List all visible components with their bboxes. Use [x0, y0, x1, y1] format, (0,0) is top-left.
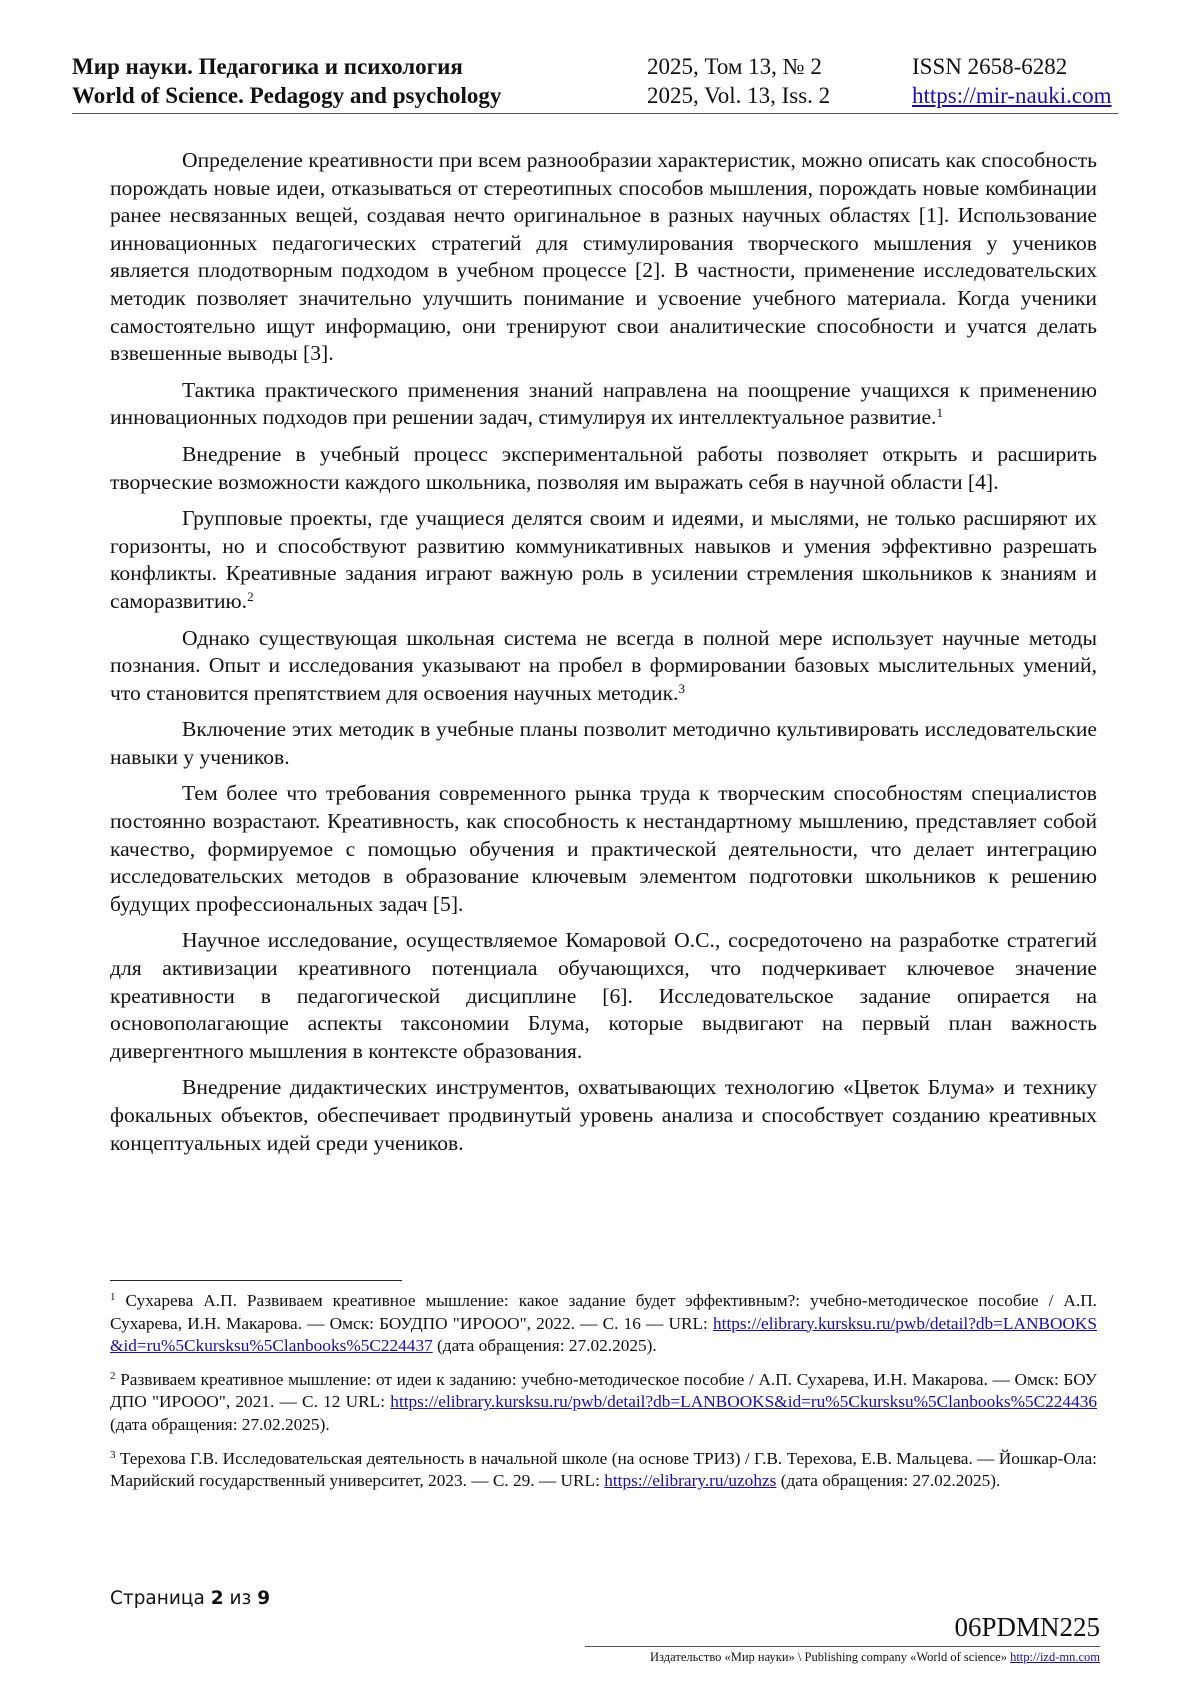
paragraph: Групповые проекты, где учащиеся делятся своим и идеями, и мыслями, не только расширяют их горизонты, но и способствуют развитию коммуникативных навыков и умения эффективно разрешать конфликты. Креативные задания играют важную роль в усилении стремления школьников к знаниям и саморазвитию.$^2$ [110, 506, 1097, 613]
footnote-3: $^3$ Терехова Г.В. Исследовательская деятельность в начальной школе (на основе ТРИЗ) / Г.В. Терехова, Е.В. Мальцева. — Йошкар-Ола: Марийский государственный университет, 2023. — С. 29. — URL: https://elibrary.ru/uzohzs (дата обращения: 27.02.2025). [110, 1448, 1097, 1491]
article-body [110, 147, 1097, 1166]
footnotes [110, 1290, 1097, 1504]
paragraph: Тактика практического применения знаний направлена на поощрение учащихся к применению инновационных подходов при решении задач, стимулируя их интеллектуальное развитие.$^1$ [110, 377, 1097, 430]
journal-link[interactable]: https://mir-nauki.com [912, 83, 1112, 108]
footnote-2-link[interactable]: https://elibrary.kursksu.ru/pwb/detail?db=LANBOOKS&id=ru%5Ckursksu%5Clanbooks%5C224436 [390, 1392, 1097, 1412]
journal-header [72, 52, 1118, 112]
publisher-link[interactable]: http://izd-mn.com [1010, 1650, 1100, 1664]
paragraph: Внедрение дидактических инструментов, охватывающих технологию «Цветок Блума» и технику фокальных объектов, обеспечивает продвинутый уровень анализа и способствует созданию креативных концептуальных идей среди учеников. [110, 1075, 1097, 1155]
header-divider [72, 113, 1118, 114]
paragraph: Определение креативности при всем разнообразии характеристик, можно описать как способность порождать новые идеи, отказываться от стереотипных способов мышления, порождать новые комбинации ранее несвязанных вещей, создавая нечто оригинальное в разных научных областях [1]. Использование инновационных педагогических стратегий для стимулирования творческого мышления у учеников является плодотворным подходом в учебном процессе [2]. В частности, применение исследовательских методик позволяет значительно улучшить понимание и усвоение учебного материала. Когда ученики самостоятельно ищут информацию, они тренируют свои аналитические способности и учатся делать взвешенные выводы [3]. [110, 148, 1097, 366]
footnote-ref-1[interactable]: 1 [936, 405, 943, 421]
issue-info-ru: 2025, Том 13, № 2 [647, 54, 822, 79]
footnote-3-link[interactable]: https://elibrary.ru/uzohzs [604, 1471, 777, 1491]
issue-info [647, 52, 830, 110]
footnote-1-link[interactable]: https://elibrary.kursksu.ru/pwb/detail?db=LANBOOKS&id=ru%5Ckursksu%5Clanbooks%5C224437 [110, 1313, 1097, 1356]
journal-title [72, 52, 501, 110]
paragraph: Однако существующая школьная система не всегда в полной мере использует научные методы познания. Опыт и исследования указывают на пробел в формировании базовых мыслительных умений, что становится препятствием для освоения научных методик.$^3$ [110, 625, 1097, 705]
footnote-ref-2[interactable]: 2 [247, 588, 254, 604]
paragraph: Внедрение в учебный процесс экспериментальной работы позволяет открыть и расширить творческие возможности каждого школьника, позволяя им выражать себя в научной области [4]. [110, 441, 1097, 494]
issue-info-en: 2025, Vol. 13, Iss. 2 [647, 83, 831, 108]
article-code: 06PDMN225 [954, 1612, 1100, 1642]
footnote-2: $^2$ Развиваем креативное мышление: от идеи к заданию: учебно-методическое пособие / А.П. Сухарева, И.Н. Макарова. — Омск: БОУ ДПО "ИРООО", 2021. — С. 12 URL: https://elibrary.kursksu.ru/pwb/detail?db=LANBOOKS&id=ru%5Ckursksu%5Clanbooks%5C224436 (дата обращения: 27.02.2025). [110, 1369, 1097, 1434]
footnote-ref-3[interactable]: 3 [678, 680, 685, 696]
paragraph: Научное исследование, осуществляемое Комаровой О.С., сосредоточено на разработке стратегий для активизации креативного потенциала обучающихся, что подчеркивает ключевое значение креативности в педагогической дисциплине [6]. Исследовательское задание опирается на основополагающие аспекты таксономии Блума, которые выдвигают на первый план важность дивергентного мышления в контексте образования. [110, 928, 1097, 1063]
footnote-divider [110, 1280, 402, 1281]
paragraph: Тем более что требования современного рынка труда к творческим способностям специалистов постоянно возрастают. Креативность, как способность к нестандартному мышлению, представляет собой качество, формируемое с помощью обучения и практической деятельности, что делает интеграцию исследовательских методов в образование ключевым элементом подготовки школьников к решению будущих профессиональных задач [5]. [110, 781, 1097, 916]
publisher-line: Издательство «Мир науки» \ Publishing company «World of science» http://izd-mn.com [650, 1650, 1100, 1664]
journal-title-en: World of Science. Pedagogy and psychology [72, 83, 502, 108]
issn-block [912, 52, 1112, 110]
page-number: Страница 2 из 9 [110, 1588, 271, 1609]
issn: ISSN 2658-6282 [912, 54, 1068, 79]
footer-divider [585, 1646, 1100, 1647]
journal-title-ru: Мир науки. Педагогика и психология [72, 54, 463, 79]
footnote-1: $^1$ Сухарева А.П. Развиваем креативное мышление: какое задание будет эффективным?: учебно-методическое пособие / А.П. Сухарева, И.Н. Макарова. — Омск: БОУДПО "ИРООО", 2022. — С. 16 — URL: https://elibrary.kursksu.ru/pwb/detail?db=LANBOOKS&id=ru%5Ckursksu%5Clanbooks%5C224437 (дата обращения: 27.02.2025). [110, 1291, 1097, 1356]
paragraph: Включение этих методик в учебные планы позволит методично культивировать исследовательские навыки у учеников. [110, 717, 1097, 769]
